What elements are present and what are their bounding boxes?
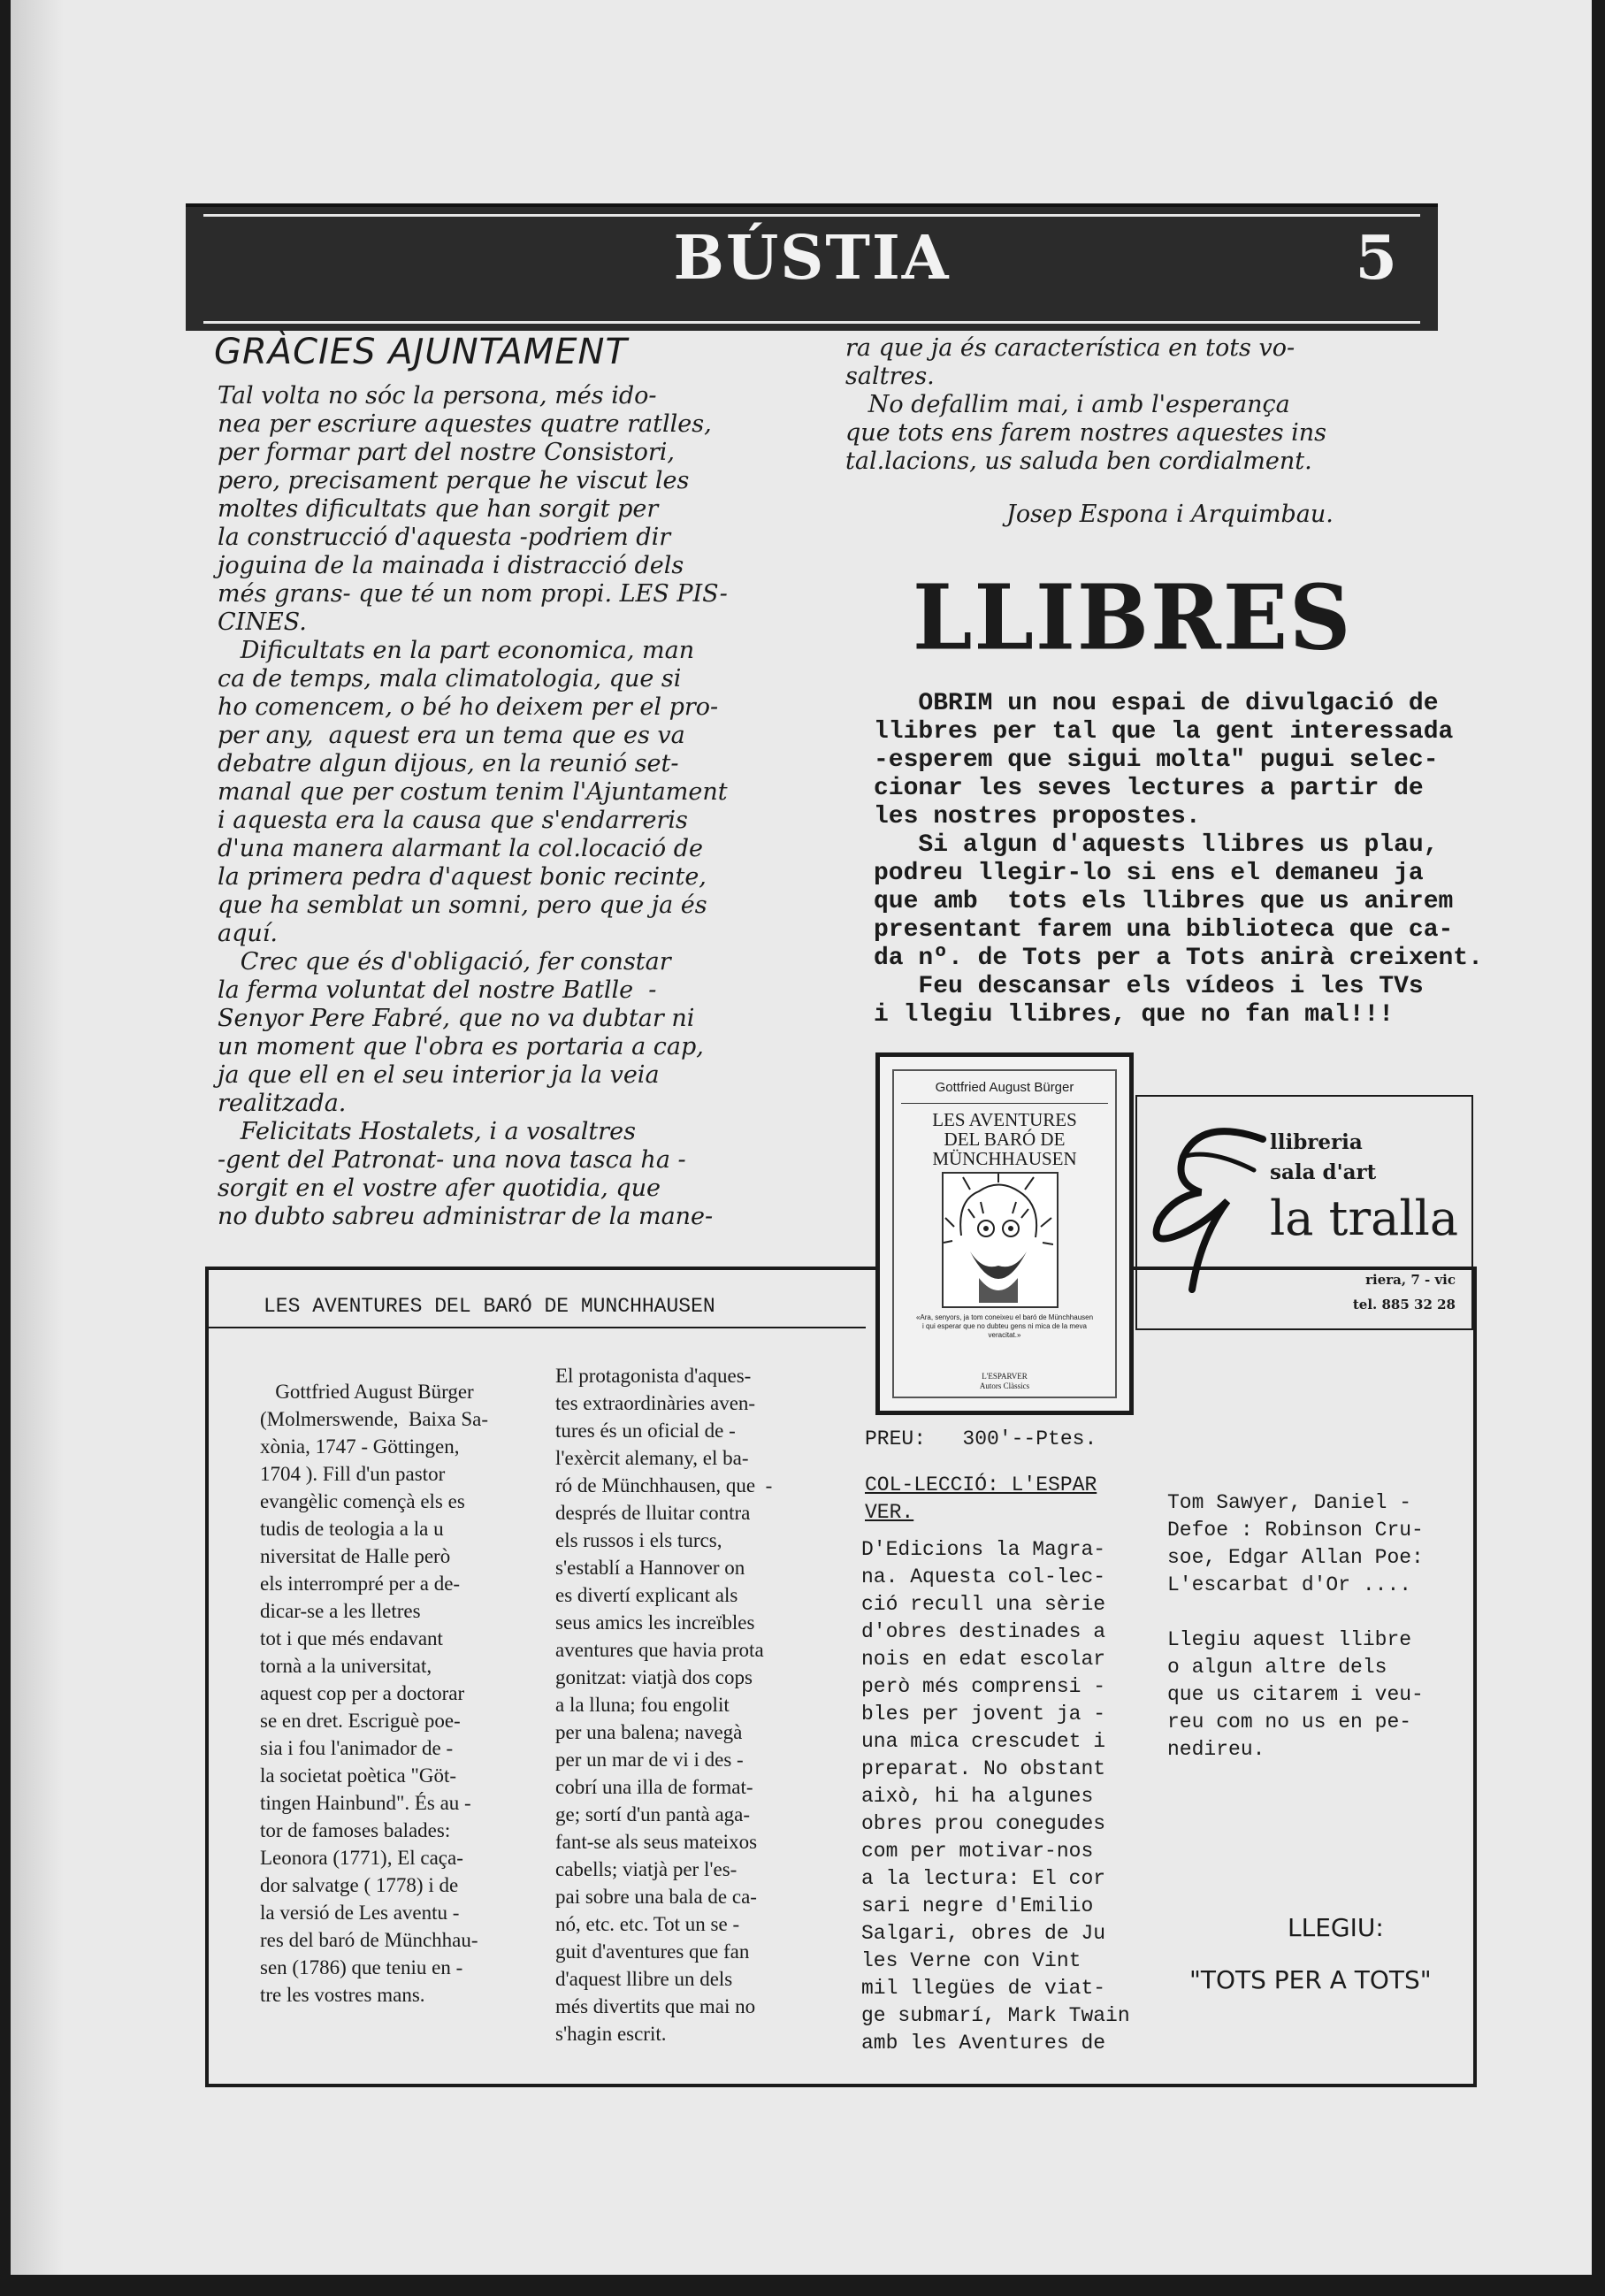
- baron-portrait-drawing: [944, 1174, 1053, 1303]
- review-column-4: Tom Sawyer, Daniel - Defoe : Robinson Cru- soe, Edgar Allan Poe: L'escarbat d'Or .... Llegiu aquest llibre o algun altre dels que us citarem i veu- reu com no us en pe- nedireu.: [1167, 1491, 1424, 1761]
- review-column-1: Gottfried August Bürger (Molmerswende, Baixa Sa- xònia, 1747 - Göttingen, 1704 ). Fill d'un pastor evangèlic començà els es tudis de teologia a la u niversitat de Halle però els interrompré per a de- dicar-se a les lletres tot i que més endavant tornà a la universitat, aquest cop per a doctorar se en dret. Escriguè poe- sia i fou l'animador de - la societat poètica "Göt- tingen Hainbund". És au - tor de famoses balades: Leonora (1771), El caça- dor salvatge ( 1778) i de la versió de Les aventu - res del baró de Münchhau- sen (1786) que teniu en - tre les vostres mans.: [260, 1381, 489, 2006]
- ad-top-rule: [1137, 1095, 1471, 1097]
- ad-name: la tralla: [1270, 1190, 1459, 1246]
- book-price: PREU: 300'--Ptes.: [865, 1427, 1097, 1450]
- letter-column-2: ra que ja és característica en tots vo- saltres. No defallim mai, i amb l'esperança que tots ens farem nostres aquestes ins tal.lacions, us saluda ben cordialment.: [845, 334, 1327, 475]
- ad-llibreria: llibreria: [1270, 1130, 1363, 1154]
- ad-sala-dart: sala d'art: [1270, 1160, 1377, 1184]
- header-rule-top: [203, 214, 1420, 217]
- llibreria-ad: [1135, 1095, 1473, 1330]
- letter-column-1: Tal volta no sóc la persona, més ido- nea per escriure aquestes quatre ratlles, per formar part del nostre Consistori, pero, precisament perque he viscut les moltes dificultats que han sorgit per la construcció d'aquesta -podriem dir joguina de la mainada i distracció dels més grans- que té un nom propi. LES PIS- CINES. Dificultats en la part economica, man ca de temps, mala climatologia, que si ho comencem, o bé ho deixem per el pro- per any, aquest era un tema que es va debatre algun dijous, en la reunió set- manal que per costum tenim l'Ajuntament i aquesta era la causa que s'endarreris d'una manera alarmant la col.locació de la primera pedra d'aquest bonic recinte, que ha semblat un somni, pero que ja és aquí. Crec que és d'obligació, fer constar la ferma voluntat del nostre Batlle - Senyor Pere Fabré, que no va dubtar ni un moment que l'obra es portaria a cap, ja que ell en el seu interior ja la veia realitzada. Felicitats Hostalets, i a vosaltres -gent del Patronat- una nova tasca ha - sorgit en el vostre afer quotidia, que no dubto sabreu administrar de la mane-: [218, 382, 728, 1230]
- review-heading-rule: [207, 1327, 866, 1328]
- magazine-page: [11, 0, 1592, 2275]
- page-number: 5: [1355, 223, 1397, 294]
- tralla-whip-logo-icon: [1148, 1121, 1272, 1298]
- ad-address: riera, 7 - vic: [1365, 1272, 1456, 1288]
- letter-signature: Josep Espona i Arquimbau.: [1006, 501, 1334, 528]
- review-heading: LES AVENTURES DEL BARÓ DE MUNCHHAUSEN: [264, 1295, 715, 1318]
- ad-phone: tel. 885 32 28: [1352, 1297, 1456, 1313]
- review-column-2: El protagonista d'aques- tes extraordinàries aven- tures és un oficial de - l'exèrcit alemany, el ba- ró de Münchhausen, que - després de lluitar contra els russos i els turcs, s'establí a Hannover on es divertí explicant als seus amics les increïbles aventures que havia prota gonitzat: viatjà dos cops a la lluna; fou engolit per una balena; navegà per un mar de vi i des - cobrí una illa de format- ge; sortí d'un pantà aga- fant-se als seus mateixos cabells; viatjà per l'es- pai sobre una bala de ca- nó, etc. etc. Tot un se - guit d'aventures que fan d'aquest llibre un dels més divertits que mai no s'hagin escrit.: [555, 1365, 773, 2045]
- review-column-3: D'Edicions la Magra- na. Aquesta col-lec- ció recull una sèrie d'obres destinades a nois en edat escolar però més comprensi - bles per jovent ja - una mica crescudet i preparat. No obstant això, hi ha algunes obres prou conegudes com per motivar-nos a la lectura: El cor sari negre d'Emilio Salgari, obres de Ju les Verne con Vint mil llegües de viat- ge submarí, Mark Twain amb les Aventures de: [861, 1538, 1130, 2055]
- book-cover-publisher: L'ESPARVER Autors Clàssics: [979, 1372, 1030, 1390]
- tots-per-a-tots-label: "TOTS PER A TOTS": [1189, 1965, 1432, 1994]
- baron-portrait-illustration: [942, 1172, 1059, 1308]
- book-cover-author: Gottfried August Bürger: [935, 1080, 1074, 1095]
- letter-title: GRÀCIES AJUNTAMENT: [214, 332, 628, 372]
- section-title: BÚSTIA: [673, 223, 951, 294]
- section-header-bar: [186, 203, 1438, 331]
- book-cover-image: [875, 1052, 1134, 1415]
- header-rule-bottom: [203, 321, 1420, 324]
- llibres-body: OBRIM un nou espai de divulgació de llibres per tal que la gent interessada -esperem que sigui molta" pugui selec- cionar les seves lectures a partir de les nostres propostes. Si algun d'aquests llibres us plau, podreu llegir-lo si ens el demaneu ja que amb tots els llibres que us anirem presentant farem una biblioteca que ca- da nº. de Tots per a Tots anirà creixent. Feu descansar els vídeos i les TVs i llegiu llibres, que no fan mal!!!: [874, 690, 1483, 1029]
- llibres-title: LLIBRES: [913, 565, 1353, 670]
- book-cover-blurb: «Ara, senyors, ja tom coneixeu el baró de Münchhausen i qui esperar que no dubteu gens ni mica de la meva veracitat.»: [915, 1313, 1094, 1339]
- book-cover-rule: [901, 1103, 1108, 1104]
- book-cover-title: LES AVENTURES DEL BARÓ DE MÜNCHHAUSEN: [932, 1109, 1077, 1169]
- collection-title: COL-LECCIÓ: L'ESPAR VER.: [865, 1473, 1097, 1524]
- llegiu-label: LLEGIU:: [1288, 1913, 1384, 1942]
